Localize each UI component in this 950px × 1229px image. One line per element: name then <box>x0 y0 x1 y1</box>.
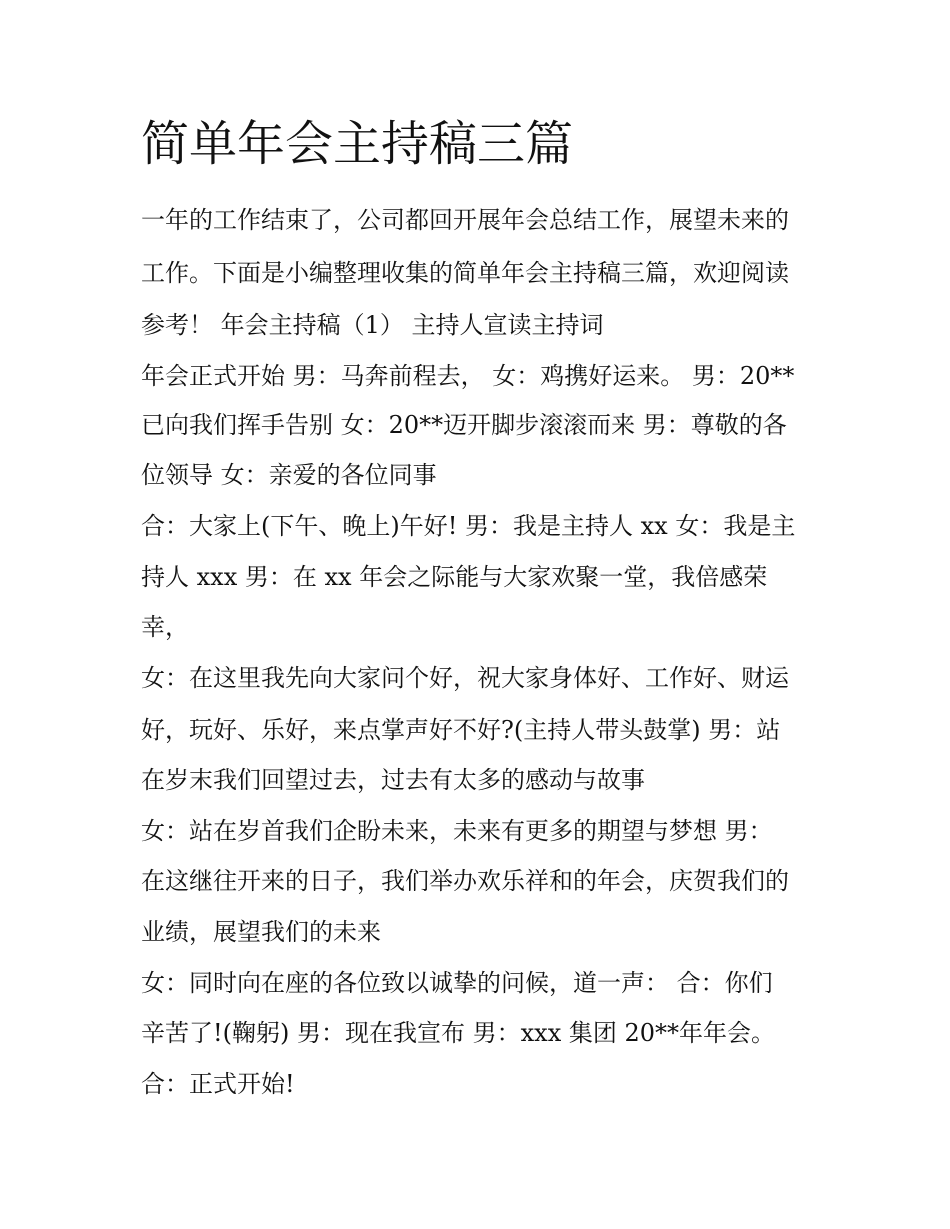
body-line: 业绩，展望我们的未来 <box>141 918 381 946</box>
body-line: 一年的工作结束了，公司都回开展年会总结工作，展望未来的 <box>141 206 789 234</box>
body-line: 女：同时向在座的各位致以诚挚的问候，道一声： 合：你们 <box>141 969 773 997</box>
body-line: 参考！ 年会主持稿（1） 主持人宣读主持词 <box>141 311 604 339</box>
body-line: 已向我们挥手告别 女：20**迈开脚步滚滚而来 男：尊敬的各 <box>141 411 787 439</box>
body-line: 好，玩好、乐好，来点掌声好不好?(主持人带头鼓掌) 男：站 <box>141 716 781 744</box>
document-title: 简单年会主持稿三篇 <box>141 116 574 172</box>
body-line: 女：在这里我先向大家问个好，祝大家身体好、工作好、财运 <box>141 664 789 692</box>
body-line: 持人 xxx 男：在 xx 年会之际能与大家欢聚一堂，我倍感荣 <box>141 563 768 591</box>
body-line: 在岁末我们回望过去，过去有太多的感动与故事 <box>141 766 645 794</box>
body-line: 年会正式开始 男：马奔前程去， 女：鸡携好运来。 男：20** <box>141 362 795 390</box>
body-line: 辛苦了!(鞠躬) 男：现在我宣布 男：xxx 集团 20**年年会。 <box>141 1019 776 1047</box>
body-line: 位领导 女：亲爱的各位同事 <box>141 461 437 489</box>
body-line: 女：站在岁首我们企盼未来，未来有更多的期望与梦想 男： <box>141 817 773 845</box>
body-line: 合：大家上(下午、晚上)午好! 男：我是主持人 xx 女：我是主 <box>141 512 796 540</box>
body-line: 在这继往开来的日子，我们举办欢乐祥和的年会，庆贺我们的 <box>141 867 789 895</box>
body-line: 幸， <box>141 613 189 641</box>
body-line: 工作。下面是小编整理收集的简单年会主持稿三篇，欢迎阅读 <box>141 259 789 287</box>
body-line: 合：正式开始! <box>141 1070 295 1098</box>
